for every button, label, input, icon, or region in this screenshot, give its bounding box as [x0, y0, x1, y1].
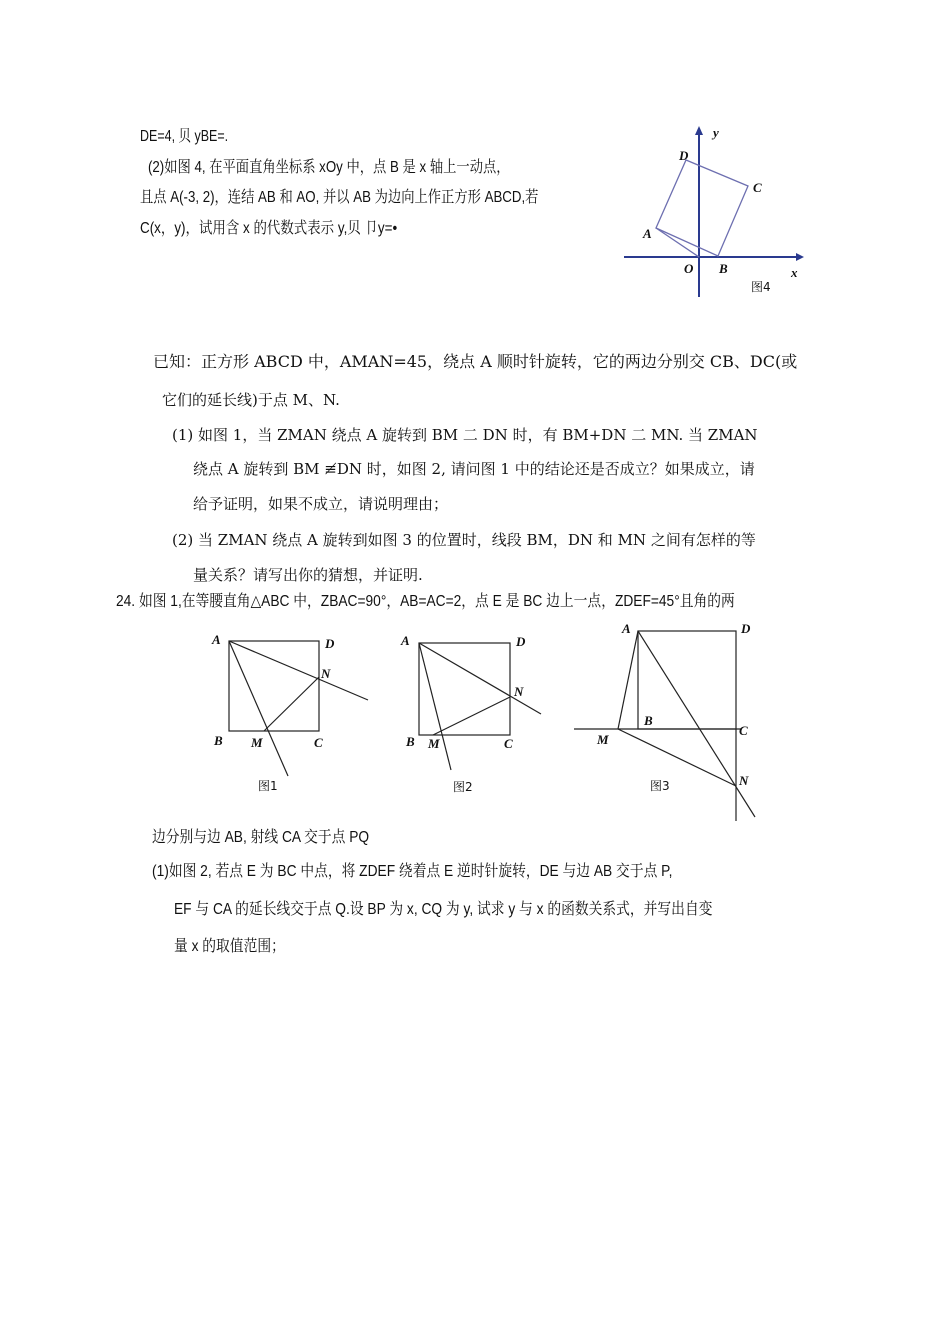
fig3-label-m: M — [597, 732, 609, 747]
figure-4-coordinate-diagram — [620, 122, 820, 312]
fig1-label-d: D — [325, 636, 335, 651]
problem23-q1-line-3: 给予证明，如果不成立，请说明理由； — [193, 495, 449, 513]
text-line-3: 且点 A(-3, 2)，连结 AB 和 AO, 并以 AB 为边向上作正方形 ABCD,若 — [140, 189, 539, 206]
text-line-2: (2)如图 4, 在平面直角坐标系 xOy 中，点 B 是 x 轴上一动点， — [148, 159, 510, 176]
fig3-caption: 图3 — [650, 779, 670, 793]
fig3-label-d: D — [741, 621, 751, 636]
fig3-label-b: B — [644, 713, 653, 728]
problem24-line-2: 边分别与边 AB, 射线 CA 交于点 PQ — [152, 829, 370, 846]
fig2-caption: 图2 — [453, 780, 473, 794]
problem23-q1-line-1: (1) 如图 1，当 ZMAN 绕点 A 旋转到 BM 二 DN 时，有 BM+DN 二 MN. 当 ZMAN — [172, 426, 758, 444]
fig4-label-d: D — [679, 148, 689, 163]
fig4-label-o: O — [684, 261, 694, 276]
problem23-q2-line-2: 量关系？请写出你的猜想，并证明. — [193, 566, 423, 584]
fig4-label-a: A — [643, 226, 652, 241]
problem24-q1-line-1: (1)如图 2, 若点 E 为 BC 中点，将 ZDEF 绕着点 E 逆时针旋转，DE 与边 AB 交于点 P, — [152, 863, 673, 880]
problem23-q1-line-2: 绕点 A 旋转到 BM ≢DN 时，如图 2, 请问图 1 中的结论还是否成立？如果成立，请 — [193, 460, 755, 478]
problem23-q2-line-1: (2) 当 ZMAN 绕点 A 旋转到如图 3 的位置时，线段 BM，DN 和 MN 之间有怎样的等 — [172, 531, 756, 549]
problem23-intro-1: 已知：正方形 ABCD 中，AMAN=45，绕点 A 顺时针旋转，它的两边分别交 CB、DC(或 — [153, 352, 798, 371]
problem24-q1-line-3: 量 x 的取值范围； — [174, 938, 285, 955]
fig1-caption: 图1 — [258, 779, 278, 793]
fig4-label-b: B — [719, 261, 728, 276]
fig2-label-n: N — [514, 684, 524, 699]
fig1-label-a: A — [212, 632, 221, 647]
text-line-4: C(x，y)，试用含 x 的代数式表示 y,贝 卩y=• — [140, 220, 398, 237]
fig4-label-y: y — [713, 125, 719, 140]
fig1-label-c: C — [314, 735, 323, 750]
fig4-caption: 图4 — [751, 280, 771, 294]
problem24-q1-line-2: EF 与 CA 的延长线交于点 Q.设 BP 为 x, CQ 为 y, 试求 y 与 x 的函数关系式，并写出自变 — [174, 901, 713, 918]
fig3-label-a: A — [622, 621, 631, 636]
fig4-label-x: x — [791, 265, 798, 280]
fig1-label-n: N — [321, 666, 331, 681]
fig1-label-m: M — [251, 735, 263, 750]
text-line-1: DE=4, 贝 yBE=. — [140, 128, 229, 145]
fig1-label-b: B — [214, 733, 223, 748]
problem23-intro-2: 它们的延长线)于点 M、N. — [162, 391, 340, 409]
fig4-label-c: C — [753, 180, 762, 195]
fig2-label-c: C — [504, 736, 513, 751]
fig3-label-c: C — [739, 723, 748, 738]
figures-1-3 — [200, 618, 800, 823]
fig2-label-a: A — [401, 633, 410, 648]
fig3-label-n: N — [739, 773, 749, 788]
problem24-line-1: 24. 如图 1,在等腰直角△ABC 中，ZBAC=90°，AB=AC=2，点 E 是 BC 边上一点，ZDEF=45°且角的两 — [116, 593, 735, 610]
fig2-label-b: B — [406, 734, 415, 749]
fig2-label-d: D — [516, 634, 526, 649]
fig2-label-m: M — [428, 736, 440, 751]
